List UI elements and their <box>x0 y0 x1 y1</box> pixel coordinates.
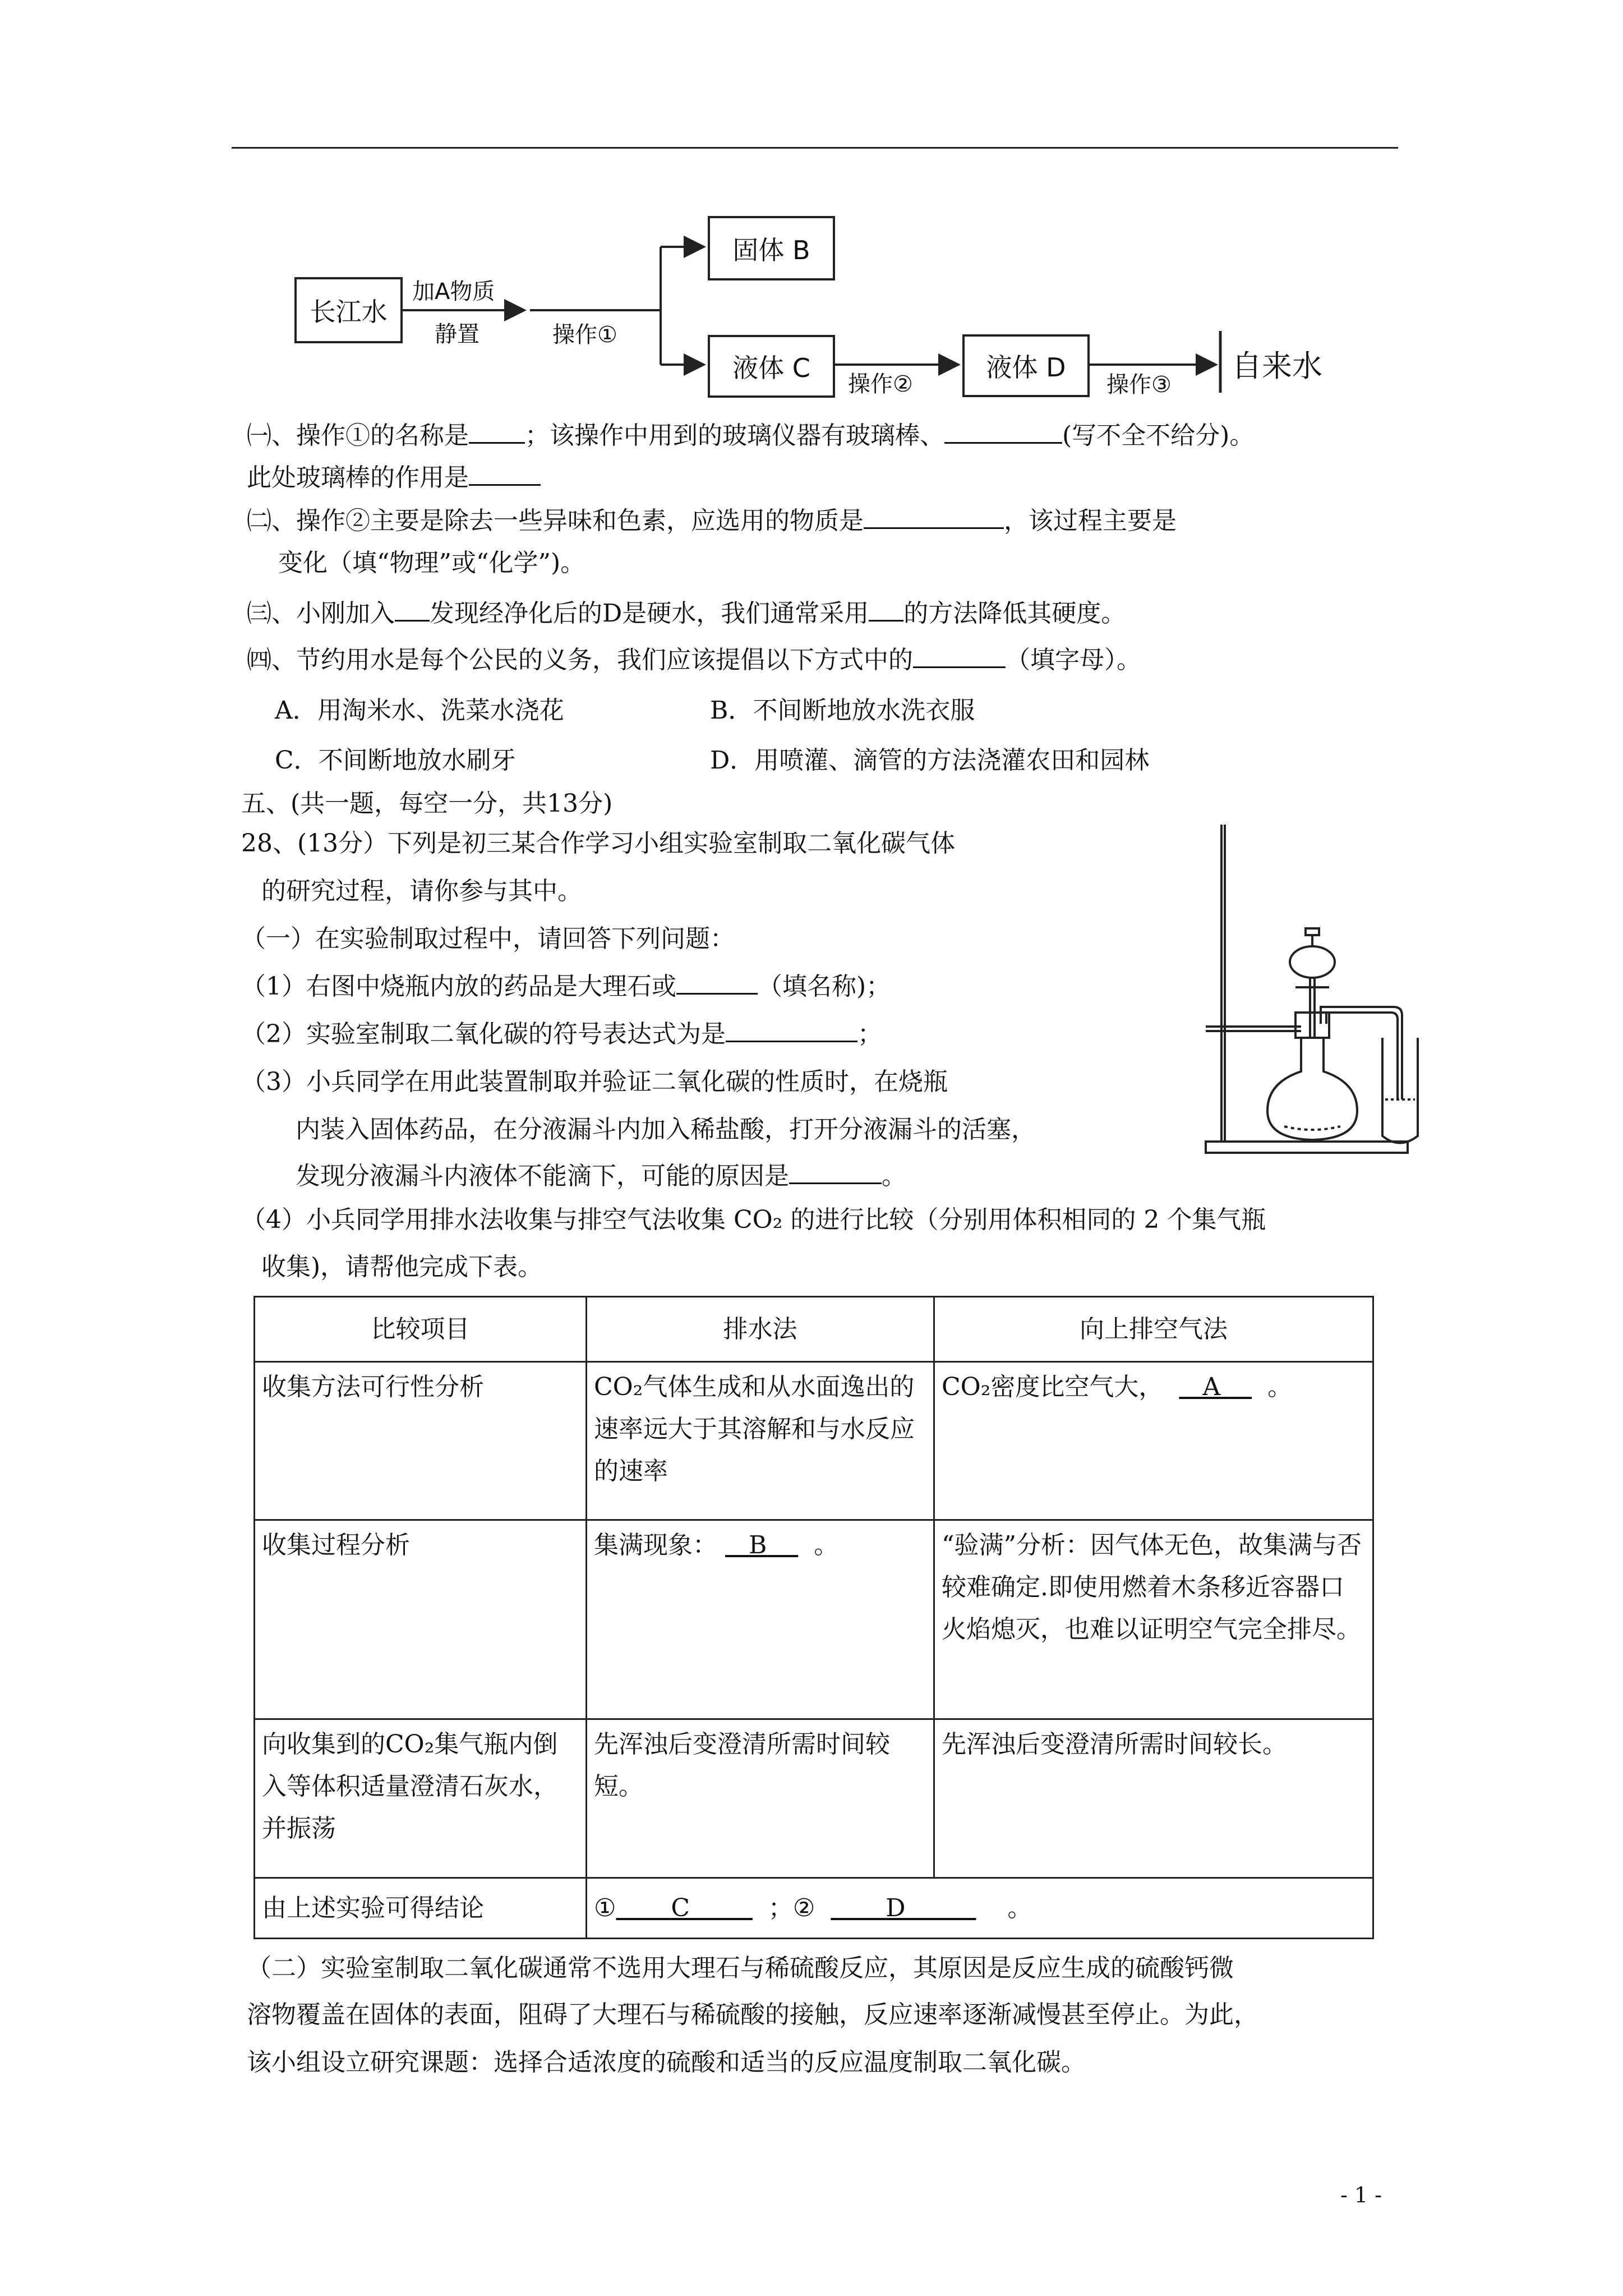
conclusion-end: 。 <box>1007 1894 1032 1922</box>
sub1-text-b: （填名称)； <box>758 972 891 1001</box>
row1-air-end: 。 <box>1267 1373 1293 1401</box>
row4-item: 由上述实验可得结论 <box>255 1878 587 1939</box>
q3-text-a: ㈢、小刚加入 <box>247 599 395 628</box>
row4-conclusion <box>587 1878 1373 1939</box>
co2-generation-apparatus-figure <box>1200 819 1447 1167</box>
blank-a[interactable]: A <box>1202 1373 1221 1401</box>
part2-line3: 该小组设立研究课题：选择合适浓度的硫酸和适当的反应温度制取二氧化碳。 <box>247 2048 1086 2077</box>
sub4-line1: （4）小兵同学用排水法收集与排空气法收集 CO₂ 的进行比较（分别用体积相同的 2 个集气瓶 <box>241 1205 1266 1234</box>
row2-water-text: 集满现象： <box>594 1531 717 1559</box>
row1-item: 收集方法可行性分析 <box>255 1362 587 1520</box>
table-row <box>255 1520 1373 1719</box>
conclusion-2-marker: ；② <box>768 1894 815 1922</box>
q3-blank-2[interactable] <box>869 597 903 622</box>
flow-label-op3: 操作③ <box>1106 372 1172 398</box>
q3-text-c: 的方法降低其硬度。 <box>903 599 1126 628</box>
flow-box-liquid-d: 液体 D <box>962 334 1090 397</box>
q28-line1: 28、(13分）下列是初三某合作学习小组实验室制取二氧化碳气体 <box>241 829 956 858</box>
q28-line2: 的研究过程，请你参与其中。 <box>261 877 582 905</box>
part2-line1: （二）实验室制取二氧化碳通常不选用大理石与稀硫酸反应，其原因是反应生成的硫酸钙微 <box>247 1954 1234 1982</box>
blank-b[interactable]: B <box>748 1531 767 1559</box>
flow-label-settle: 静置 <box>435 321 479 347</box>
q1-line2 <box>247 462 541 494</box>
table-header-row <box>255 1297 1373 1362</box>
q2-text-c: 变化（填“物理”或“化学”)。 <box>278 549 585 577</box>
blank-d[interactable]: D <box>886 1894 906 1922</box>
sub2-line <box>241 1018 882 1051</box>
table-header-water: 排水法 <box>587 1297 934 1362</box>
q2-line2 <box>278 547 585 579</box>
sub2-blank[interactable] <box>726 1018 857 1042</box>
q4-text-b: （填字母）。 <box>1006 646 1141 674</box>
sub3-text-c: 发现分液漏斗内液体不能滴下，可能的原因是 <box>296 1162 789 1190</box>
q2-text-a: ㈡、操作②主要是除去一些异味和色素，应选用的物质是 <box>247 507 864 535</box>
page-number: - 1 - <box>1340 2183 1382 2207</box>
flow-box-solid-b: 固体 B <box>708 216 835 280</box>
q3-blank-1[interactable] <box>395 597 430 622</box>
table-row <box>255 1878 1373 1939</box>
q1-text-a: ㈠、操作①的名称是 <box>247 421 469 450</box>
q1-line1 <box>247 420 1254 452</box>
q4-text-a: ㈣、节约用水是每个公民的义务，我们应该提倡以下方式中的 <box>247 646 913 674</box>
q4-option-d: D．用喷灌、滴管的方法浇灌农田和园林 <box>710 746 1150 775</box>
table-header-item: 比较项目 <box>255 1297 587 1362</box>
q4-option-b: B．不间断地放水洗衣服 <box>710 696 975 725</box>
row2-water <box>587 1520 934 1719</box>
conclusion-1-marker: ① <box>594 1894 616 1922</box>
q4-option-c: C．不间断地放水刷牙 <box>275 746 516 775</box>
sub3-blank[interactable] <box>789 1160 882 1184</box>
sub4-line2: 收集)，请帮他完成下表。 <box>261 1253 543 1281</box>
sub3-line1: （3）小兵同学在用此装置制取并验证二氧化碳的性质时，在烧瓶 <box>241 1068 948 1096</box>
row1-air <box>934 1362 1373 1520</box>
table-row <box>255 1362 1373 1520</box>
section5-heading: 五、(共一题，每空一分，共13分) <box>241 789 613 818</box>
q4-blank[interactable] <box>913 644 1006 668</box>
row1-water: CO₂气体生成和从水面逸出的速率远大于其溶解和与水反应的速率 <box>587 1362 934 1520</box>
row2-air: “验满”分析：因气体无色，故集满与否较难确定.即使用燃着木条移近容器口火焰熄灭，也难以证明空气完全排尽。 <box>934 1520 1373 1719</box>
part2-line2: 溶物覆盖在固体的表面，阻碍了大理石与稀硫酸的接触，反应速率逐渐减慢甚至停止。为此， <box>247 2000 1258 2029</box>
flow-label-op2: 操作② <box>848 371 913 397</box>
q1-blank-3[interactable] <box>469 462 541 486</box>
blank-c[interactable]: C <box>671 1894 690 1922</box>
table-row <box>255 1719 1373 1878</box>
row3-water: 先浑浊后变澄清所需时间较短。 <box>587 1719 934 1878</box>
sub3-line2: 内装入固体药品，在分液漏斗内加入稀盐酸，打开分液漏斗的活塞， <box>296 1115 1036 1144</box>
sub3-text-d: 。 <box>882 1162 906 1190</box>
part1-heading: （一）在实验制取过程中，请回答下列问题： <box>241 924 735 953</box>
row3-item: 向收集到的CO₂集气瓶内倒入等体积适量澄清石灰水，并振荡 <box>255 1719 587 1878</box>
q3-line <box>247 597 1126 630</box>
comparison-table <box>253 1296 1374 1939</box>
q2-text-b: ，该过程主要是 <box>1004 507 1177 535</box>
flow-box-liquid-c: 液体 C <box>708 335 835 398</box>
row3-air: 先浑浊后变澄清所需时间较长。 <box>934 1719 1373 1878</box>
flow-label-tap-water: 自来水 <box>1232 348 1322 384</box>
q1-blank-2[interactable] <box>944 420 1062 444</box>
sub1-line <box>241 970 891 1003</box>
q1-text-b: ；该操作中用到的玻璃仪器有玻璃棒、 <box>525 421 944 450</box>
q2-line1 <box>247 505 1177 537</box>
flow-arrows <box>0 0 1623 449</box>
q1-blank-1[interactable] <box>469 420 525 444</box>
sub2-text-a: （2）实验室制取二氧化碳的符号表达式为是 <box>241 1020 726 1048</box>
q4-line <box>247 644 1141 677</box>
flow-box-changjiang-water: 长江水 <box>294 277 403 343</box>
q1-text-d: 此处玻璃棒的作用是 <box>247 463 469 492</box>
q4-option-a: A．用淘米水、洗菜水浇花 <box>275 696 564 725</box>
table-header-air: 向上排空气法 <box>934 1297 1373 1362</box>
q3-text-b: 发现经净化后的D是硬水，我们通常采用 <box>430 599 869 628</box>
sub1-text-a: （1）右图中烧瓶内放的药品是大理石或 <box>241 972 676 1001</box>
sub2-text-b: ； <box>857 1020 882 1048</box>
row1-air-text: CO₂密度比空气大， <box>942 1373 1164 1401</box>
row2-item: 收集过程分析 <box>255 1520 587 1719</box>
sub1-blank[interactable] <box>676 970 758 995</box>
sub3-line3 <box>296 1160 906 1193</box>
row2-water-end: 。 <box>814 1531 839 1559</box>
flow-label-add-a: 加A物质 <box>412 279 495 305</box>
flow-label-op1: 操作① <box>552 322 617 348</box>
q1-text-c: (写不全不给分)。 <box>1062 421 1255 450</box>
q2-blank-1[interactable] <box>864 505 1004 529</box>
